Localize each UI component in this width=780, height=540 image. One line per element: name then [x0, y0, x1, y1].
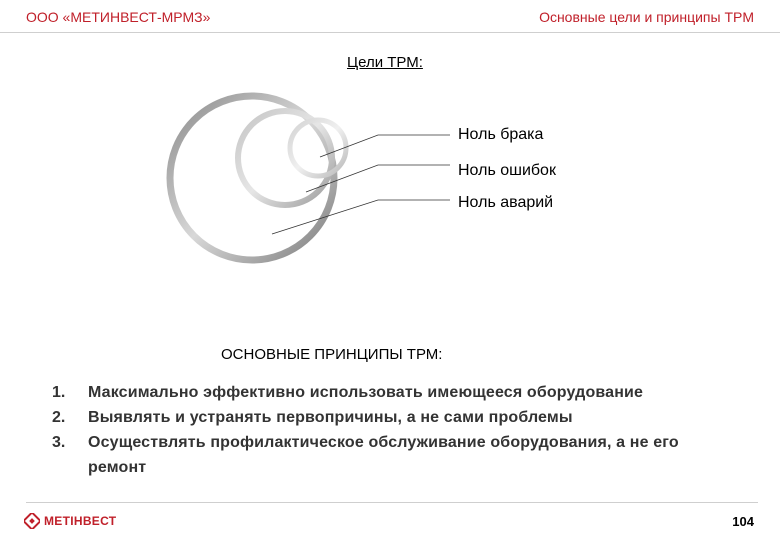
- list-item-text: Максимально эффективно использовать имеющееся оборудование: [88, 384, 644, 401]
- list-item-text: Выявлять и устранять первопричины, а не сами проблемы: [88, 409, 573, 426]
- goals-title: Цели ТРМ:: [347, 54, 423, 71]
- metinvest-logo: [24, 513, 116, 529]
- goal-zero-defects: Ноль брака: [458, 126, 544, 143]
- list-item: [52, 430, 732, 480]
- goal-zero-errors: Ноль ошибок: [458, 162, 556, 179]
- ring-medium: [238, 111, 332, 205]
- principles-title: ОСНОВНЫЕ ПРИНЦИПЫ ТРМ:: [221, 346, 443, 363]
- list-item-number: 1.: [52, 384, 66, 401]
- company-name: ООО «МЕТИНВЕСТ-МРМЗ»: [26, 9, 211, 25]
- list-item-number: 2.: [52, 409, 66, 426]
- page-number: 104: [732, 514, 754, 529]
- list-item-number: 3.: [52, 434, 66, 451]
- slide-title: Основные цели и принципы TPM: [539, 9, 754, 25]
- logo-text: МЕТІНВЕСТ: [44, 514, 117, 528]
- list-item: [52, 380, 732, 405]
- list-item: [52, 405, 732, 430]
- goal-zero-accidents: Ноль аварий: [458, 194, 554, 211]
- footer-divider: [26, 502, 758, 503]
- logo-icon: [24, 513, 40, 529]
- leader-line-1: [320, 135, 450, 157]
- list-item-text: Осуществлять профилактическое обслуживание оборудования, а не его ремонт: [88, 434, 679, 476]
- principles-list: [52, 380, 732, 480]
